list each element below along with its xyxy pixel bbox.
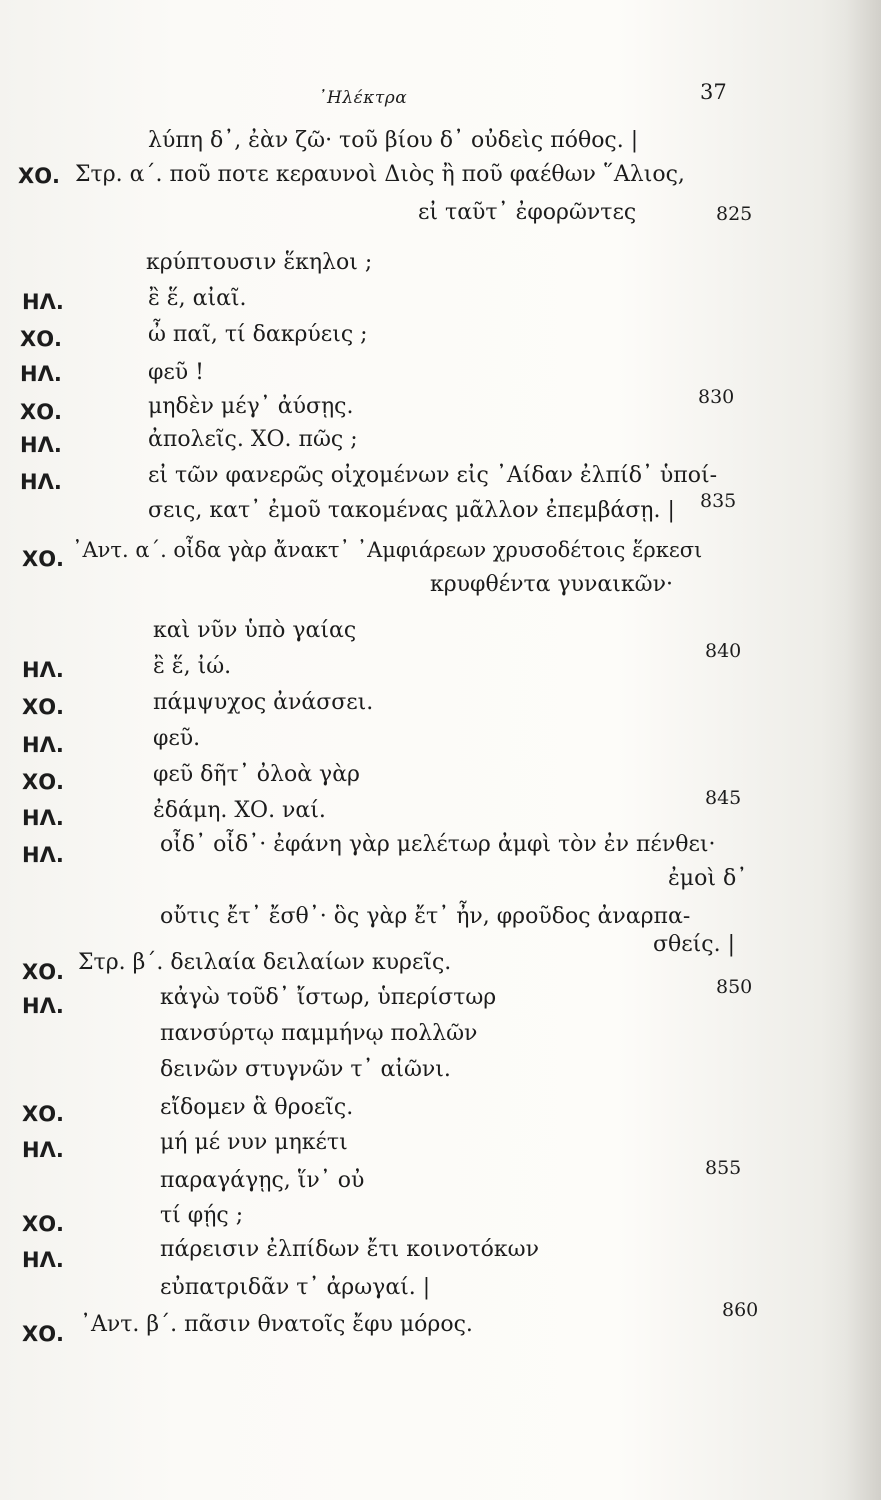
verse-line-text: ᾿Αντ. β΄. πᾶσιν θνατοῖς ἔφυ μόρος.	[80, 1312, 473, 1337]
page-number: 37	[700, 80, 727, 104]
verse-line-text: ἐμοὶ δ᾿	[668, 866, 748, 891]
verse-line-text: καὶ νῦν ὑπὸ γαίας	[153, 618, 357, 643]
speaker-label: ΗΛ.	[22, 806, 64, 830]
speaker-label: ΗΛ.	[20, 470, 62, 494]
speaker-label: ΗΛ.	[22, 843, 64, 867]
speaker-label: ΗΛ.	[22, 1248, 64, 1272]
page-edge-shadow	[821, 0, 881, 1500]
line-number: 850	[716, 976, 753, 998]
verse-line-text: μηδὲν μέγ᾿ ἀύσῃς.	[148, 394, 354, 419]
running-head: ᾿Ηλέκτρα	[318, 88, 408, 108]
verse-line-text: τί φῄς ;	[160, 1203, 244, 1228]
speaker-label: ΧΟ.	[22, 960, 65, 984]
verse-line-text: ᾿Αντ. α΄. οἶδα γὰρ ἄνακτ᾿ ᾿Αμφιάρεων χρυσοδέτοις ἕρκεσι	[72, 538, 703, 562]
verse-line-text: εἰ ταῦτ᾿ ἐφορῶντες	[418, 200, 637, 225]
verse-line-text: οὔτις ἔτ᾿ ἔσθ᾿· ὃς γὰρ ἔτ᾿ ἦν, φροῦδος ἀναρπα-	[160, 904, 691, 929]
speaker-label: ΧΟ.	[22, 770, 65, 794]
verse-line-text: πάμψυχος ἀνάσσει.	[153, 690, 374, 715]
speaker-label: ΗΛ.	[22, 994, 64, 1018]
verse-line-text: Στρ. α΄. ποῦ ποτε κεραυνοὶ Διὸς ἢ ποῦ φαέθων ῞Αλιος,	[75, 162, 685, 187]
verse-line-text: σεις, κατ᾿ ἐμοῦ τακομένας μᾶλλον ἐπεμβάσῃ. |	[148, 498, 675, 523]
verse-line-text: Στρ. β΄. δειλαία δειλαίων κυρεῖς.	[78, 950, 452, 975]
speaker-label: ΗΛ.	[22, 733, 64, 757]
verse-line-text: ἒ ἕ, ἰώ.	[153, 654, 232, 679]
verse-line-text: εἰ τῶν φανερῶς οἰχομένων εἰς ᾿Αίδαν ἐλπίδ᾿ ὑποί-	[148, 463, 718, 488]
speaker-label: ΧΟ.	[22, 1102, 65, 1126]
speaker-label: ΧΟ.	[20, 327, 63, 351]
verse-line-text: φεῦ δῆτ᾿ ὀλοὰ γὰρ	[153, 762, 360, 787]
verse-line-text: οἶδ᾿ οἶδ᾿· ἐφάνη γὰρ μελέτωρ ἀμφὶ τὸν ἐν πένθει·	[160, 832, 716, 857]
verse-line-text: πανσύρτῳ παμμήνῳ πολλῶν	[160, 1021, 478, 1046]
verse-line-text: φεῦ.	[153, 726, 201, 751]
line-number: 860	[722, 1299, 759, 1321]
verse-line-text: ἒ ἕ, αἰαῖ.	[148, 286, 247, 311]
line-number: 825	[716, 203, 753, 225]
line-number: 855	[705, 1157, 742, 1179]
verse-line-text: κρυφθέντα γυναικῶν·	[430, 572, 673, 597]
speaker-label: ΧΟ.	[22, 1322, 65, 1346]
verse-line-text: μή μέ νυν μηκέτι	[160, 1130, 348, 1155]
verse-line-text: λύπη δ᾿, ἐὰν ζῶ· τοῦ βίου δ᾿ οὐδεὶς πόθος. |	[148, 128, 639, 153]
speaker-label: ΗΛ.	[20, 433, 62, 457]
speaker-label: ΧΟ.	[20, 400, 63, 424]
speaker-label: ΧΟ.	[22, 695, 65, 719]
verse-line-text: ἀπολεῖς. ΧΟ. πῶς ;	[148, 427, 358, 452]
speaker-label: ΧΟ.	[22, 1212, 65, 1236]
verse-line-text: ἐδάμη. ΧΟ. ναί.	[153, 798, 326, 823]
verse-line-text: πάρεισιν ἐλπίδων ἔτι κοινοτόκων	[160, 1237, 539, 1262]
speaker-label: ΗΛ.	[22, 290, 64, 314]
verse-line-text: παραγάγῃς, ἵν᾿ οὐ	[160, 1168, 365, 1193]
line-number: 830	[698, 386, 735, 408]
speaker-label: ΧΟ.	[18, 164, 61, 188]
verse-line-text: κρύπτουσιν ἕκηλοι ;	[146, 250, 373, 275]
verse-line-text: ὦ παῖ, τί δακρύεις ;	[148, 322, 368, 347]
verse-line-text: εὐπατριδᾶν τ᾿ ἀρωγαί. |	[160, 1275, 431, 1300]
line-number: 835	[700, 490, 737, 512]
verse-line-text: φεῦ !	[148, 360, 205, 385]
verse-line-text: δεινῶν στυγνῶν τ᾿ αἰῶνι.	[160, 1057, 451, 1082]
line-number: 845	[705, 787, 742, 809]
speaker-label: ΗΛ.	[22, 658, 64, 682]
verse-line-text: κἀγὼ τοῦδ᾿ ἴστωρ, ὑπερίστωρ	[160, 985, 497, 1010]
speaker-label: ΗΛ.	[20, 362, 62, 386]
speaker-label: ΗΛ.	[22, 1138, 64, 1162]
line-number: 840	[705, 640, 742, 662]
speaker-label: ΧΟ.	[22, 547, 65, 571]
verse-line-text: εἴδομεν ἃ θροεῖς.	[160, 1095, 354, 1120]
verse-line-text: σθείς. |	[653, 932, 736, 957]
